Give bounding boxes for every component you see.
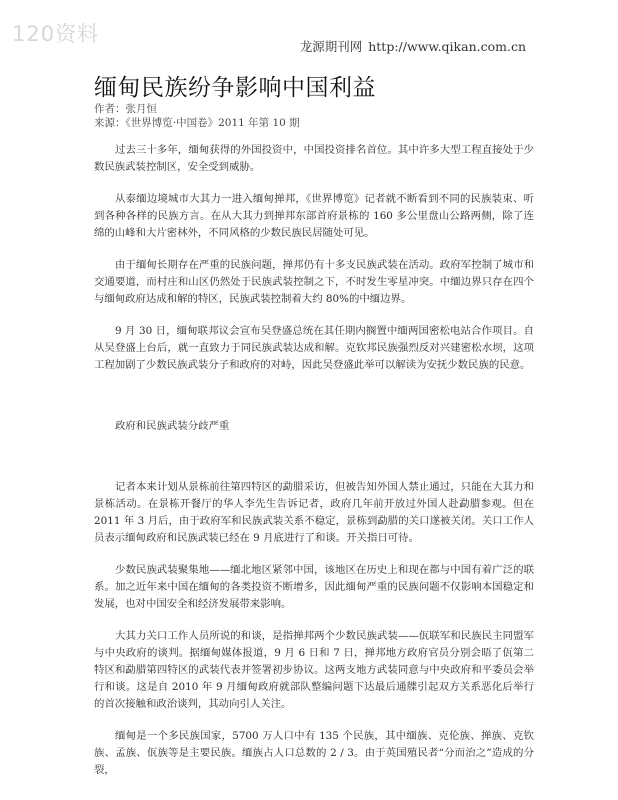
paragraph: 少数民族武装聚集地——缅北地区紧邻中国，该地区在历史上和现在都与中国有着广泛的联系。加之近年来中国在缅甸的各类投资不断增多，因此缅甸严重的民族问题不仅影响本国稳定和发展，也对中国安全和经济发展带来影响。 <box>94 564 534 610</box>
paragraph: 缅甸是一个多民族国家，5700 万人口中有 135 个民族，其中缅族、克伦族、掸族、克钦族、孟族、佤族等是主要民族。缅族占人口总数的 2 / 3。由于英国殖民者“分而治之”造成的分裂， <box>94 730 534 776</box>
paragraph: 从泰缅边境城市大其力一进入缅甸掸邦，《世界博览》记者就不断看到不同的民族装束、听到各种各样的民族方言。在从大其力到掸邦东部首府景栋的 160 多公里盘山公路两侧，除了连绵的山峰和大片密林外，不同风格的少数民族民居随处可见。 <box>94 193 534 239</box>
journal-name: 龙源期刊网 <box>299 39 363 54</box>
article-author: 作者：张月恒 <box>94 103 157 115</box>
article-source: 来源：《世界博览·中国卷》2011 年第 10 期 <box>94 117 300 129</box>
article-title: 缅甸民族纷争影响中国利益 <box>94 75 376 101</box>
paragraph: 大其力关口工作人员所说的和谈，是指掸邦两个少数民族武装——佤联军和民族民主同盟军与中央政府的谈判。据缅甸媒体报道，9 月 6 日和 7 日，掸邦地方政府官员分别会晤了佤第二特区和勐腊第四特区的武装代表并签署初步协议。这两支地方武装同意与中央政府和平委员会举行和谈。这是自 2010 年 9 月缅甸政府就部队整编问题下达最后通牒引起双方关系恶化后举行的首次接触和政治谈判，其动向引人关注。 <box>94 630 534 710</box>
section-heading: 政府和民族武装分歧严重 <box>115 420 230 432</box>
article-body <box>94 142 534 779</box>
paragraph: 9 月 30 日，缅甸联邦议会宣布吴登盛总统在其任期内搁置中缅两国密松电站合作项目。自从吴登盛上台后，就一直致力于同民族武装达成和解。克钦邦民族强烈反对兴建密松水坝，这项工程加剧了少数民族武装分子和政府的对峙，因此吴登盛此举可以解读为安抚少数民族的民意。 <box>94 325 534 371</box>
paragraph: 记者本来计划从景栋前往第四特区的勐腊采访，但被告知外国人禁止通过，只能在大其力和景栋活动。在景栋开餐厅的华人李先生告诉记者，政府几年前开放过外国人赴勐腊参观。但在 2011 年 3 月后，由于政府军和民族武装关系不稳定，景栋到勐腊的关口遂被关闭。关口工作人员表示缅甸政府和民族武装已经在 9 月底进行了和谈。开关指日可待。 <box>94 481 534 544</box>
paragraph: 由于缅甸长期存在严重的民族问题，掸邦仍有十多支民族武装在活动。政府军控制了城市和交通要道，而村庄和山区仍然处于民族武装控制之下，不时发生零星冲突。中缅边界只存在四个与缅甸政府达成和解的特区，民族武装控制着大约 80%的中缅边界。 <box>94 259 534 305</box>
watermark-logo: 120资料 <box>12 22 100 46</box>
journal-header <box>300 37 526 55</box>
paragraph: 过去三十多年，缅甸获得的外国投资中，中国投资排名首位。其中许多大型工程直接处于少数民族武装控制区，安全受到威胁。 <box>94 144 534 173</box>
journal-url[interactable]: http://www.qikan.com.cn <box>368 39 526 54</box>
